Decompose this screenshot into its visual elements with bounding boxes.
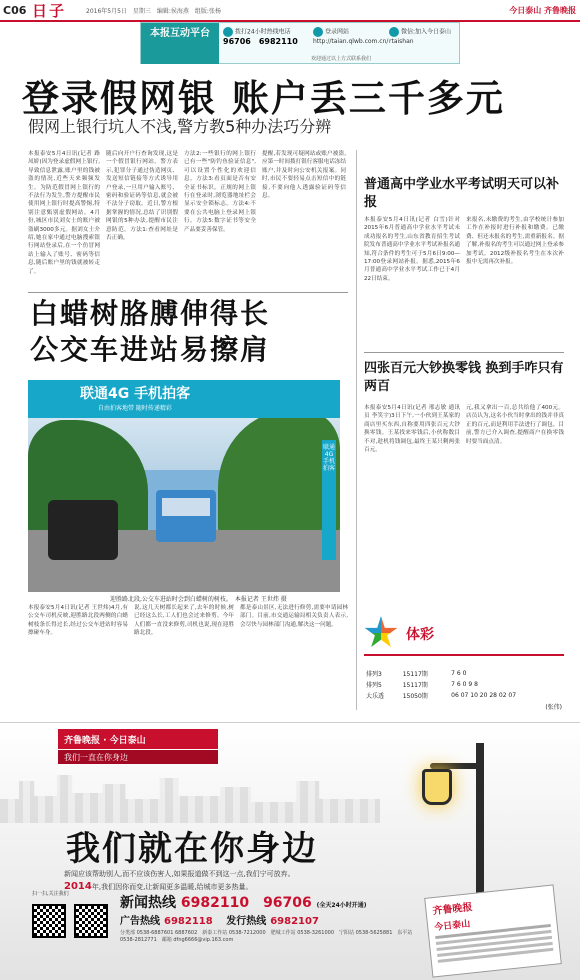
lottery-title: 体彩: [406, 627, 434, 643]
ad-weixin-id: rtaishan: [389, 38, 414, 45]
photo-side-label: 联通4G手机拍客: [322, 440, 336, 560]
dist-hotline-label: 发行热线: [226, 916, 267, 927]
photo-banner: [28, 380, 340, 418]
ad-web-block: [313, 27, 389, 46]
news-hotline: [120, 892, 367, 912]
lottery-issue: 15117期: [402, 671, 428, 678]
promo-text-2-body: 年,我们因你而变,让新闻更多温暖,给城市更多热量。: [91, 883, 253, 891]
article2-headline: [30, 296, 350, 368]
lead-headline: 登录假网银 账户丢三千多元: [22, 76, 505, 120]
article2-column-3: 都是泰山景区,无法进行修剪,需要申请园林部门。目前,市交通运输局相关负责人表示,会尽快与园林部门沟通,解决这一问题。: [240, 605, 348, 628]
lead-subheadline: 假网上银行坑人不浅,警方教5种办法巧分辨: [28, 117, 332, 136]
web-icon: [313, 27, 323, 37]
lottery-credit: (张伟): [545, 704, 562, 711]
lead-column-3: 方法2:一些银行的网上银行已有一些"防钓鱼验证信息",可以设置个性化的欢迎信息。方法3:看页面是否有安全证书标识。正规的网上银行在登录时,浏览器地址栏会显示安全锁标志。方法4:不要在公共电脑上登录网上银行。方法5:数字证书等安全产品要妥善保管。: [184, 151, 256, 233]
photo-car: [48, 500, 118, 560]
page-number: C06: [3, 3, 27, 17]
table-row: [364, 701, 564, 712]
promo-text-1: 新闻应该帮助别人,而不应该伤害人,如果报道做不到这一点,我们宁可放弃。: [64, 870, 295, 878]
lottery-result: 06 07 10 20 28 02 07: [451, 692, 517, 699]
lottery-issue: 15050期: [402, 693, 428, 700]
ad-phone-label: 拨打24小时热线电话: [235, 28, 291, 36]
lottery-star-icon: [364, 616, 398, 650]
newspaper-section: 今日泰山: [433, 919, 471, 934]
promo-headline: 我们就在你身边: [66, 829, 318, 869]
news-headline-exam: 普通高中学业水平考试明天可以补报: [364, 177, 560, 210]
lottery-result: 7 6 0: [451, 670, 467, 677]
news-cash-column-1: 本报泰安5月4日讯(记者 邢志敏 通讯员 李笑宇)3日下午,一小伙到王某家的商店里买东西,自称要用四张百元大钞换零钱。王某找来零钱后,小伙称数目不对,趁机将钱调包,最终王某只剩两张百元。: [364, 405, 460, 454]
lottery-result: 7 6 0 9 8: [451, 681, 478, 688]
lottery-game: 大乐透: [366, 693, 385, 700]
article-divider: [28, 292, 348, 293]
page-header: [0, 0, 580, 22]
newspaper-illustration: [424, 884, 562, 977]
lottery-game: 排列5: [366, 682, 382, 689]
interaction-ad: [140, 22, 460, 64]
news-hotline-note: (全天24小时开通): [316, 902, 367, 909]
ad-dist-hotline: [120, 912, 329, 927]
lottery-block: [364, 612, 564, 660]
city-skyline: [0, 763, 380, 823]
photo-banner-title: 联通4G 手机拍客: [80, 386, 191, 402]
lottery-issue: 15117期: [402, 682, 428, 689]
brand-label: 今日泰山 齐鲁晚报: [509, 5, 576, 15]
lead-column-2: 随后向开户行查询发现,这是一个假冒银行网站。警方表示,犯罪分子通过伪造网页、发送短信链接等方式诱导用户登录,一旦用户输入账号、密码和验证码等信息,就会被不法分子窃取。近日,警方根据掌握的情况,总结了识别假网银的5种办法,提醒市民注意防范。方法1:查看网址是否正确。: [106, 151, 178, 242]
street-lamp-icon: [420, 743, 540, 903]
table-row: [364, 690, 564, 701]
lead-column-4: 提醒,若发现可疑网站或账户被盗,应第一时间拨打银行客服电话冻结账户,并及时向公安机关报案。同时,市民不要轻易点击短信中的链接,不要向他人透露验证码等信息。: [262, 151, 346, 200]
ad-hotline-label: 广告热线: [120, 916, 160, 927]
news-headline-cash: 四张百元大钞换零钱 换到手咋只有两百: [364, 361, 564, 394]
ad-weixin-label: 微信:加入今日泰山: [401, 28, 452, 36]
article2-headline-line1: 白蜡树胳膊伸得长: [30, 297, 271, 330]
promo-year: 2014: [64, 881, 92, 892]
promo-text-2: [64, 881, 384, 892]
newspaper-title: 齐鲁晚报: [432, 902, 474, 918]
article2-column-1: 本报泰安5月4日讯(记者 王世炜)4月,有公交车司机反映,迎胜路北段两侧的白蜡树枝条长得过长,经过公交车进站时容易擦碰车身。: [28, 605, 128, 637]
news-exam-column-2: 来报名,未缴费的考生,由学校统计参加工作在补报时进行补报和缴费。已缴费、但还未报名的考生,需重新报名。据了解,补报名的考生可以通过网上登录参加考试。2012级补报名考生在本次补报中无需再次补报。: [466, 217, 564, 266]
news-exam-column-1: 本报泰安5月4日讯(记者 白雪)针对2015年6月普通高中学业水平考试未成功报名的考生,山东省教育招生考试院发布普通高中学业水平考试补报名通知,符合条件的考生可于5月6日9:00—17:00登录网站补报。据悉,2015年6月普通高中学业水平考试工作已于4月22日结束。: [364, 217, 460, 282]
ad-web-url[interactable]: http://taian.qlwb.com.cn/: [313, 38, 389, 45]
photo-banner-subtitle: 自由拍客地带 随时传递精彩: [98, 405, 172, 412]
article2-headline-line2: 公交车进站易擦肩: [30, 333, 271, 366]
ad-footnote: 欢迎通过以上方式联系我们: [310, 56, 371, 62]
qr-code-icon[interactable]: [74, 904, 108, 938]
column-divider: [356, 150, 357, 710]
lottery-table: [364, 668, 564, 712]
qr-label: 扫一扫,关注我们: [32, 891, 69, 897]
dateline: 2016年5月5日 星期三 编辑:侯海燕 组版:张杨: [86, 7, 221, 15]
photo-bus: [156, 490, 216, 542]
table-row: [364, 679, 564, 690]
weixin-icon: [389, 27, 399, 37]
ad-web-label: 登录网站: [325, 28, 350, 36]
ad-weixin-block: [389, 27, 459, 46]
lead-column-1: 本报泰安5月4日讯(记者 路凤娇)因为登录虚假网上银行,导致信息泄露,账户里的钱被盗的情况,近些天来频频发生。为防范假冒网上银行的不法行为发生,警方提醒市民使用网上银行时提高警惕,特别注意甄别虚假网站。4月份,城区市民刘女士的账户被盗刷3000多元。据刘女士介绍,她在家中通过电脑搜索银行网站登录后,在一个仿冒网站上输入了账号、密码等信息,随后账户里的钱就被转走了。: [28, 151, 100, 275]
phone-icon: [223, 27, 233, 37]
dist-hotline-number: 6982107: [270, 916, 319, 927]
ad-hotline-number: 6982118: [164, 916, 213, 927]
ad-phone-block: [223, 27, 303, 47]
news-hotline-label: 新闻热线: [120, 895, 176, 911]
lottery-bar: [364, 654, 564, 656]
photo-caption: 迎胜路北段,公交车进站时会到白蜡树的树枝。 本报记者 王世炜 摄: [110, 596, 287, 603]
table-row: [364, 668, 564, 679]
lottery-game: 排列3: [366, 671, 382, 678]
contact-list: 分类部 0538-6887601 6887602 新泰工作站 0538-7212000 肥城工作站 0538-3261000 宁阳站 0538-5625881 东平站 0538-2812771 邮箱 dfng6666@vip.163.com: [120, 930, 413, 943]
news-hotline-numbers: 6982110 96706: [180, 895, 312, 911]
ad-phone-numbers: 96706 6982110: [223, 37, 298, 46]
promo-logo: 齐鲁晚报 · 今日泰山: [58, 729, 218, 749]
article2-column-2: 说,这几天树都长起来了,去年的时候,树已经这么长,工人们也会过来修剪。今年人们都一直没来修剪,司机也说,现在迎胜路北段。: [134, 605, 234, 637]
qr-code-icon[interactable]: [32, 904, 66, 938]
interaction-ad-title: 本报互动平台: [141, 23, 219, 64]
section-title: 日子: [32, 1, 67, 20]
news-cash-column-2: 元,我又拿出一百,总共给他了400元。店员认为,这名小伙当时拿出的钱并非真正的百元,而是利用手法进行了调包。目前,警方已介入调查,提醒商户在换零钱时要当面点清。: [466, 405, 564, 445]
news-photo: [28, 380, 340, 592]
promo-slogan: 我们一直在你身边: [58, 750, 218, 764]
lamp-light: [422, 769, 452, 805]
news-divider: [364, 352, 564, 353]
